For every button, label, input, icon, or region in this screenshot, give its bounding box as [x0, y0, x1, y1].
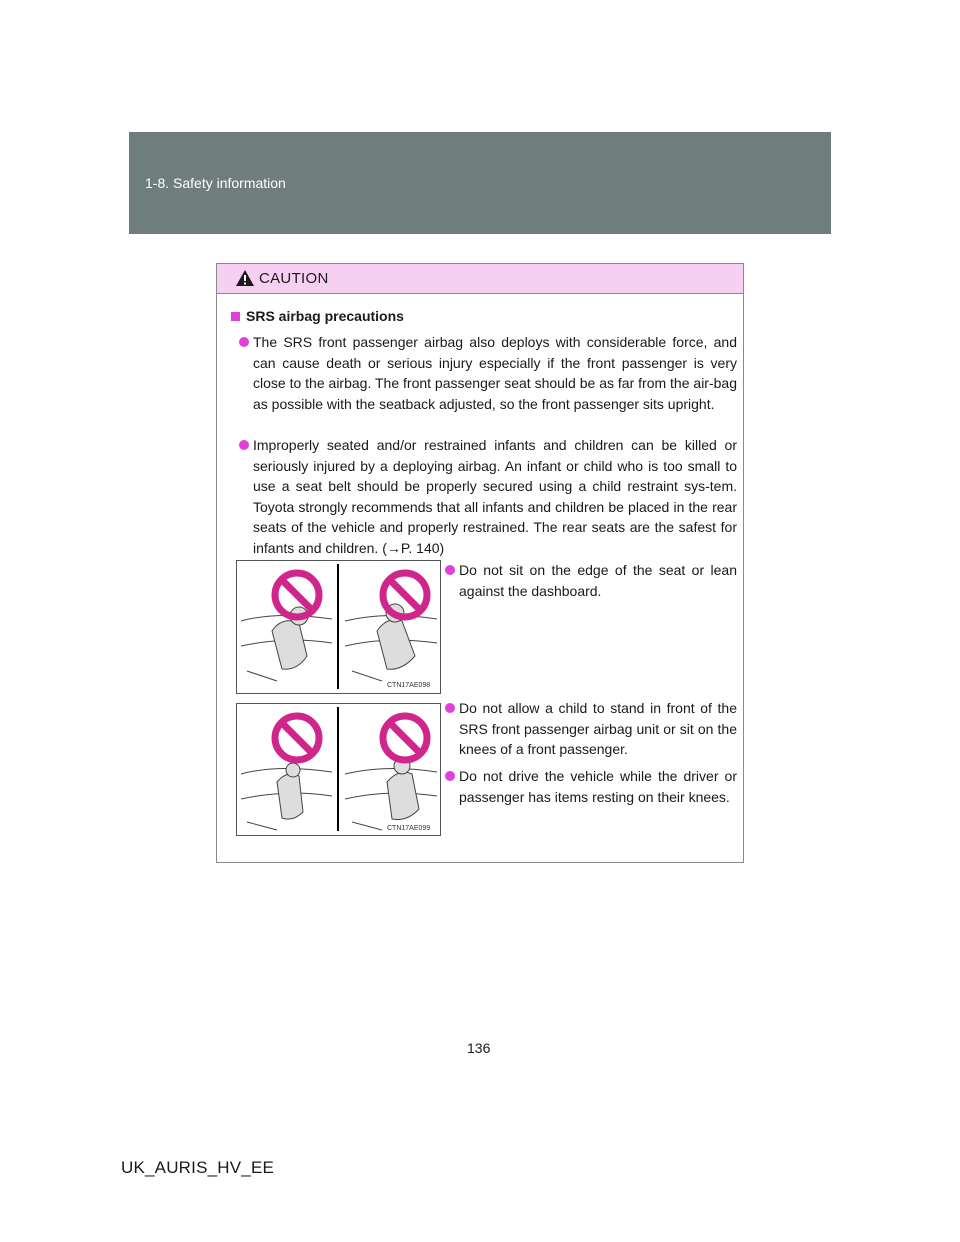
- caution-box: [216, 263, 744, 863]
- list-item: Do not allow a child to stand in front of the SRS front passenger airbag unit or sit on the knees of a front passenger.: [445, 698, 737, 760]
- square-bullet-icon: [231, 312, 240, 321]
- figure-code: CTN17AE099: [387, 825, 431, 832]
- section-title: 1-8. Safety information: [145, 175, 286, 191]
- bullet-icon: [239, 337, 249, 347]
- illustration-child-front: [236, 703, 441, 836]
- page-number: 136: [467, 1040, 491, 1056]
- list-item: Improperly seated and/or restrained infants and children can be killed or seriously injured by a deploying airbag. An infant or child who is too small to use a seat belt should be properly secured using a child restraint sys-tem. Toyota strongly recommends that all infants and children be placed in the rear seats of the vehicle and properly restrained. The rear seats are the safest for infants and children. (→P. 140): [239, 435, 737, 558]
- caution-title: CAUTION: [259, 270, 329, 287]
- caution-header: [217, 264, 743, 294]
- seating-position-illustration: [237, 561, 440, 693]
- prohibition-icon: [383, 716, 427, 760]
- bullet-icon: [239, 440, 249, 450]
- prohibition-icon: [383, 573, 427, 617]
- bullet-icon: [445, 771, 455, 781]
- list-item: Do not drive the vehicle while the driver or passenger has items resting on their knees.: [445, 766, 737, 807]
- child-position-illustration: [237, 704, 440, 835]
- figure-code: CTN17AE098: [387, 682, 431, 689]
- document-code: UK_AURIS_HV_EE: [121, 1158, 275, 1177]
- bullet-icon: [445, 565, 455, 575]
- list-item: Do not sit on the edge of the seat or lean against the dashboard.: [445, 560, 737, 601]
- bullet-icon: [445, 703, 455, 713]
- illustration-seat-edge: [236, 560, 441, 694]
- section-heading: SRS airbag precautions: [231, 308, 404, 324]
- warning-triangle-icon: [235, 269, 255, 287]
- prohibition-icon: [275, 716, 319, 760]
- list-item: The SRS front passenger airbag also deploys with considerable force, and can cause death or serious injury especially if the front passenger is very close to the airbag. The front passenger seat should be as far from the air-bag as possible with the seatback adjusted, so the front passenger sits upright.: [239, 332, 737, 414]
